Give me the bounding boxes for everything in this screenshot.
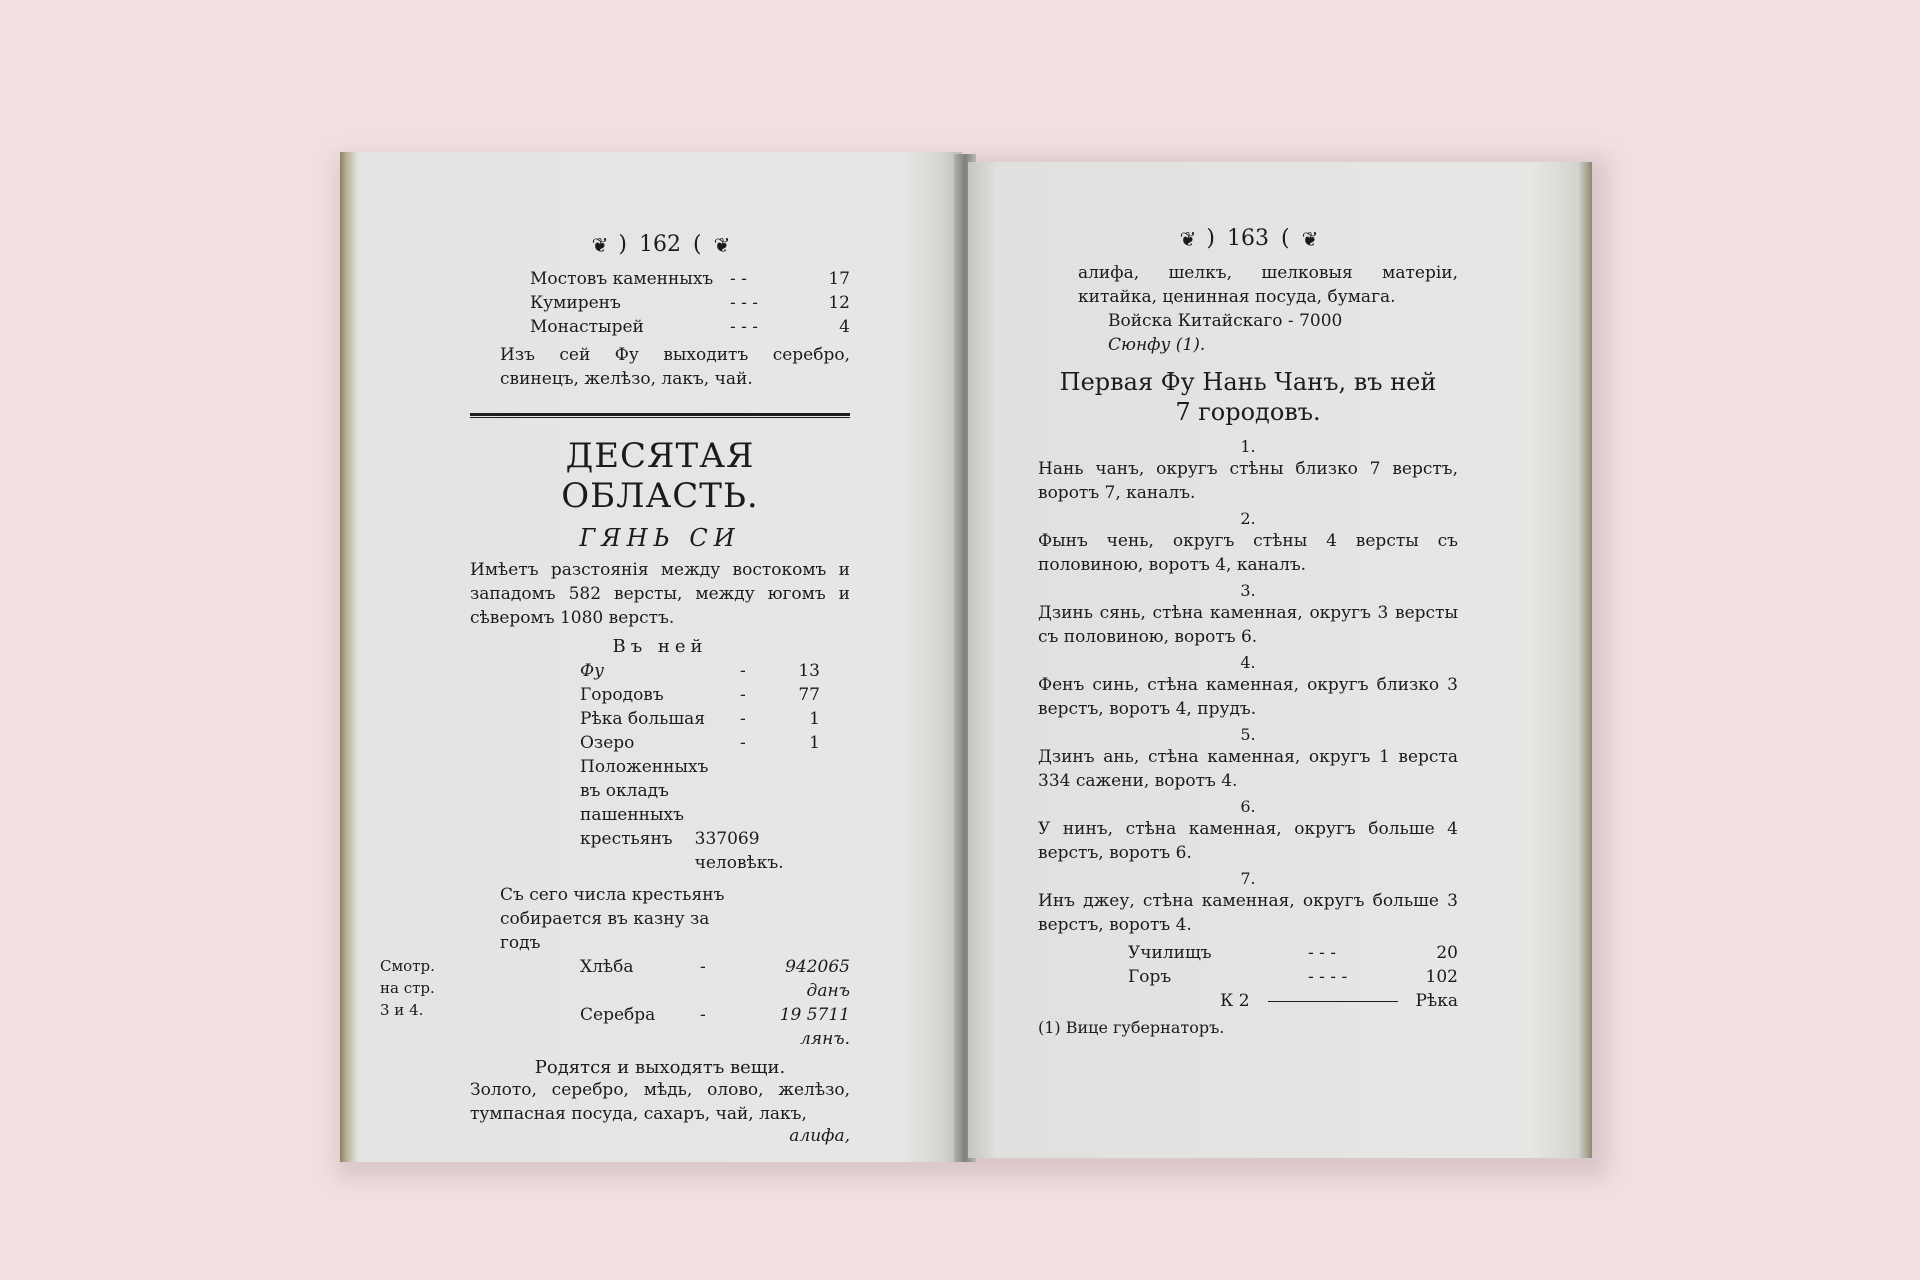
right-page-number: 163 [1227, 226, 1269, 251]
right-page-header: ❦ ) 163 ( ❦ [1179, 226, 1317, 251]
army-line: Войска Китайскаго - 7000 [1108, 311, 1343, 331]
left-page [340, 152, 962, 1162]
left-page-number: 162 [639, 232, 681, 257]
ornament-icon: ❦ [1301, 226, 1317, 251]
distance-text: Имѣетъ разстоянія между востокомъ и западомъ 582 версты, между югомъ и сѣверомъ 1080 верстъ. [470, 560, 850, 628]
ornament-icon: ❦ [591, 232, 607, 257]
goods-continued: алифа, шелкъ, шелковыя матеріи, китайка, ценинная посуда, бумага. [1078, 263, 1458, 307]
ornament-icon: ❦ [713, 232, 729, 257]
city-list [1038, 437, 1458, 937]
footnote: (1) Вице губернаторъ. [1038, 1018, 1225, 1037]
collect-items [380, 955, 850, 1051]
footnote-rule [1268, 1001, 1398, 1002]
list-item: 7. Инъ джеу, стѣна каменная, округъ больше 3 верстъ, воротъ 4. [1038, 869, 1458, 935]
signature-mark: К 2 [1220, 991, 1250, 1011]
province-name: ГЯНЬ СИ [579, 524, 741, 552]
goods-heading: Родятся и выходятъ вещи. [534, 1057, 786, 1078]
list-item: 3. Дзинь сянь, стѣна каменная, округъ 3 версты съ половиною, воротъ 6. [1038, 581, 1458, 647]
list-item: 4. Фенъ синь, стѣна каменная, округъ близко 3 верстъ, воротъ 4, прудъ. [1038, 653, 1458, 719]
collect-block: Съ сего числа крестьянъ собирается въ казну за годъ [500, 885, 725, 953]
table-row: Серебра - 19 5711 лянъ. [580, 1005, 850, 1049]
in-it-label: Въ ней [612, 636, 708, 657]
ornament-icon: ❦ [1179, 226, 1195, 251]
list-item: Озеро - 1 [580, 733, 820, 753]
table-row: Училищъ - - - 20 [1128, 943, 1458, 963]
margin-note: Смотр. на стр. 3 и 4. [380, 957, 435, 1019]
table-row: Хлѣба - 942065 данъ [580, 957, 850, 1001]
goods-text: Золото, серебро, мѣдь, олово, желѣзо, тумпасная посуда, сахаръ, чай, лакъ, [470, 1080, 850, 1124]
governor-line: Сюнфу (1). [1108, 335, 1206, 355]
region-title: ДЕСЯТАЯ ОБЛАСТЬ. [561, 436, 759, 516]
list-item: Фу - 13 [580, 661, 820, 681]
peasants-value: 337069 человѣкъ. [694, 829, 784, 873]
list-item: Городовъ - 77 [580, 685, 820, 705]
bottom-table [1038, 941, 1458, 989]
left-page-header: ❦ ) 162 ( ❦ [591, 232, 729, 257]
list-item: 2. Фынъ чень, округъ стѣны 4 версты съ половиною, воротъ 4, каналъ. [1038, 509, 1458, 575]
list-item: 5. Дзинъ ань, стѣна каменная, округъ 1 верста 334 сажени, воротъ 4. [1038, 725, 1458, 791]
stats-list [470, 659, 850, 875]
catchword: алифа, [789, 1126, 850, 1146]
list-item: 6. У нинъ, стѣна каменная, округъ больше 4 верстъ, воротъ 6. [1038, 797, 1458, 863]
table-row: Мостовъ каменныхъ - - 17 [530, 269, 850, 289]
right-page-column [1038, 226, 1458, 1039]
fu-heading: Первая Фу Нань Чанъ, въ ней 7 городовъ. [1059, 368, 1437, 426]
divider-rule [470, 413, 850, 418]
open-book [340, 148, 1598, 1168]
list-item: 1. Нань чанъ, округъ стѣны близко 7 верстъ, воротъ 7, каналъ. [1038, 437, 1458, 503]
list-item: Рѣка большая - 1 [580, 709, 820, 729]
peasants-block: Положенныхъ въ окладъ пашенныхъ крестьянъ 337069 человѣкъ. [580, 755, 850, 875]
table-row: Монастырей - - - 4 [530, 317, 850, 337]
table-row: Кумиренъ - - - 12 [530, 293, 850, 313]
catchword: Рѣка [1415, 991, 1458, 1011]
table-row: Горъ - - - - 102 [1128, 967, 1458, 987]
exports-text: Изъ сей Фу выходитъ серебро, свинецъ, желѣзо, лакъ, чай. [500, 345, 850, 389]
left-page-column [380, 232, 850, 1146]
right-page [968, 162, 1592, 1158]
page-footer [1038, 989, 1458, 1013]
top-table [470, 267, 850, 339]
